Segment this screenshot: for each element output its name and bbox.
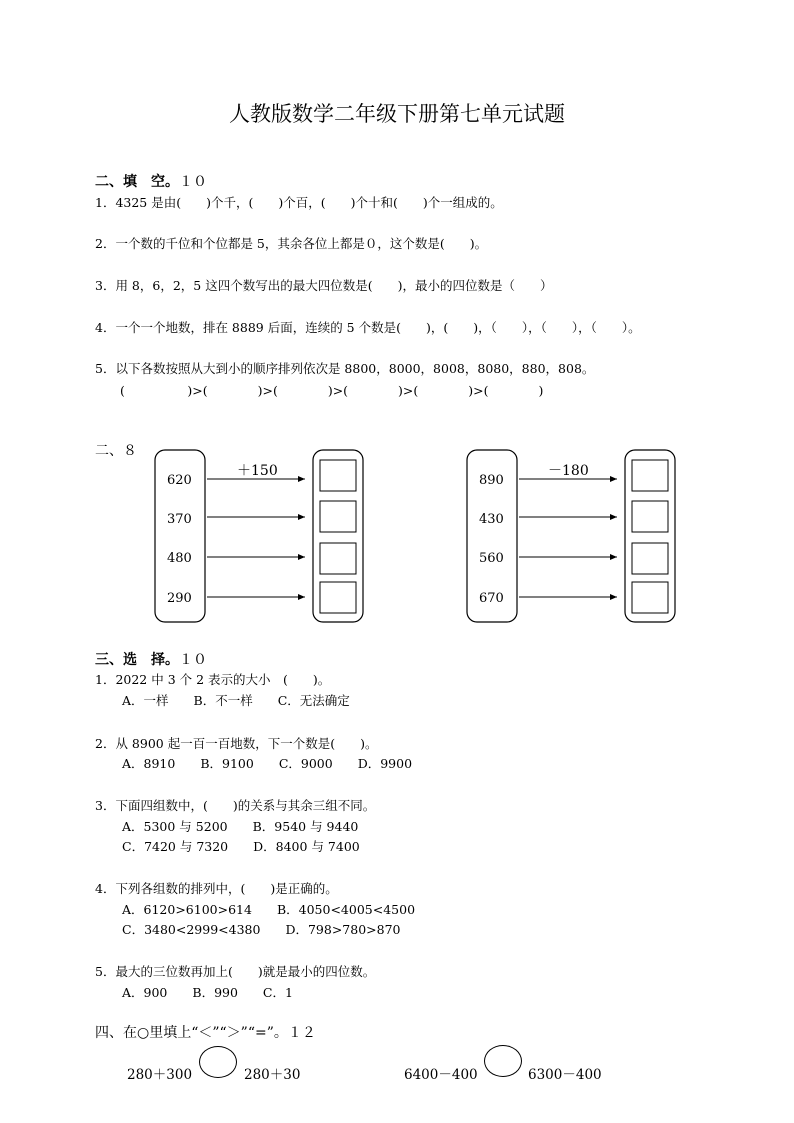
compare-circle[interactable] (484, 1045, 522, 1077)
choice-question-4-options-1: A．6120>6100>614 B．4050<4005<4500 (122, 902, 416, 917)
fill-question-2: 2．一个数的千位和个位都是 5，其余各位上都是０，这个数是( )。 (95, 236, 488, 251)
section-arrow-heading: 二、８ (95, 443, 137, 459)
choice-question-3-options-1: A．5300 与 5200 B．9540 与 9440 (122, 819, 359, 834)
diagram-subtract (467, 450, 675, 622)
section-compare-heading (95, 1022, 316, 1042)
input-number: 480 (167, 551, 192, 566)
section-fill-blank-points: １０ (179, 174, 207, 190)
answer-box[interactable] (320, 543, 356, 574)
choice-question-5: 5．最大的三位数再加上( )就是最小的四位数。 (95, 964, 376, 979)
compare-right-expression: 6300－400 (528, 1067, 602, 1083)
choice-question-3-options-2: C．7420 与 7320 D．8400 与 7400 (122, 839, 360, 854)
input-number: 430 (479, 512, 504, 527)
input-number: 670 (479, 591, 504, 606)
section-fill-blank-title: 二、填 空。 (95, 174, 179, 190)
diagram-add (155, 450, 363, 622)
input-number: 560 (479, 551, 504, 566)
answer-box[interactable] (632, 460, 668, 491)
choice-question-1-options: A．一样 B．不一样 C．无法确定 (122, 693, 350, 708)
choice-question-5-options: A．900 B．990 C．1 (122, 985, 293, 1000)
section-choice-title: 三、选 择。 (95, 652, 179, 668)
answer-box[interactable] (632, 582, 668, 613)
section-compare-title: 四、在○里填上“＜”“＞”“=”。 (95, 1025, 288, 1041)
section-compare-points: １２ (287, 1025, 316, 1041)
choice-question-1: 1．2022 中 3 个 2 表示的大小 ( )。 (95, 672, 331, 687)
choice-question-2: 2．从 8900 起一百一百地数，下一个数是( )。 (95, 736, 378, 751)
fill-question-5: 5．以下各数按照从大到小的顺序排列依次是 8800，8000，8008，8080，880，808。 (95, 361, 595, 376)
answer-box[interactable] (632, 543, 668, 574)
section-choice-points: １０ (179, 652, 207, 668)
compare-left-expression: 280＋300 (127, 1067, 193, 1083)
input-number: 890 (479, 473, 504, 488)
choice-question-4: 4．下列各组数的排列中，( )是正确的。 (95, 881, 338, 896)
choice-question-2-options: A．8910 B．9100 C．9000 D．9900 (122, 756, 413, 771)
input-number: 370 (167, 512, 192, 527)
compare-left-expression: 6400－400 (404, 1067, 478, 1083)
fill-question-5-blanks: ( )>( )>( )>( )>( )>( ) (120, 383, 544, 398)
compare-circle[interactable] (199, 1046, 237, 1078)
operation-label: ＋150 (237, 463, 278, 479)
fill-question-1: 1．4325 是由( )个千，( )个百，( )个十和( )个一组成的。 (95, 195, 503, 210)
choice-question-4-options-2: C．3480<2999<4380 D．798>780>870 (122, 922, 401, 937)
fill-question-3: 3．用 8，6，2，5 这四个数写出的最大四位数是( )，最小的四位数是（ ） (95, 278, 553, 293)
input-number: 620 (167, 473, 192, 488)
page-title: 人教版数学二年级下册第七单元试题 (229, 102, 565, 126)
fill-question-4: 4．一个一个地数，排在 8889 后面，连续的 5 个数是( )，( )，（ ），（ ），（ ）。 (95, 320, 641, 335)
input-number: 290 (167, 591, 192, 606)
answer-box[interactable] (632, 501, 668, 532)
choice-question-3: 3．下面四组数中，( )的关系与其余三组不同。 (95, 798, 376, 813)
operation-label: －180 (548, 463, 589, 479)
section-choice-heading (95, 649, 207, 669)
answer-box[interactable] (320, 460, 356, 491)
answer-box[interactable] (320, 501, 356, 532)
answer-box[interactable] (320, 582, 356, 613)
compare-right-expression: 280＋30 (244, 1067, 301, 1083)
